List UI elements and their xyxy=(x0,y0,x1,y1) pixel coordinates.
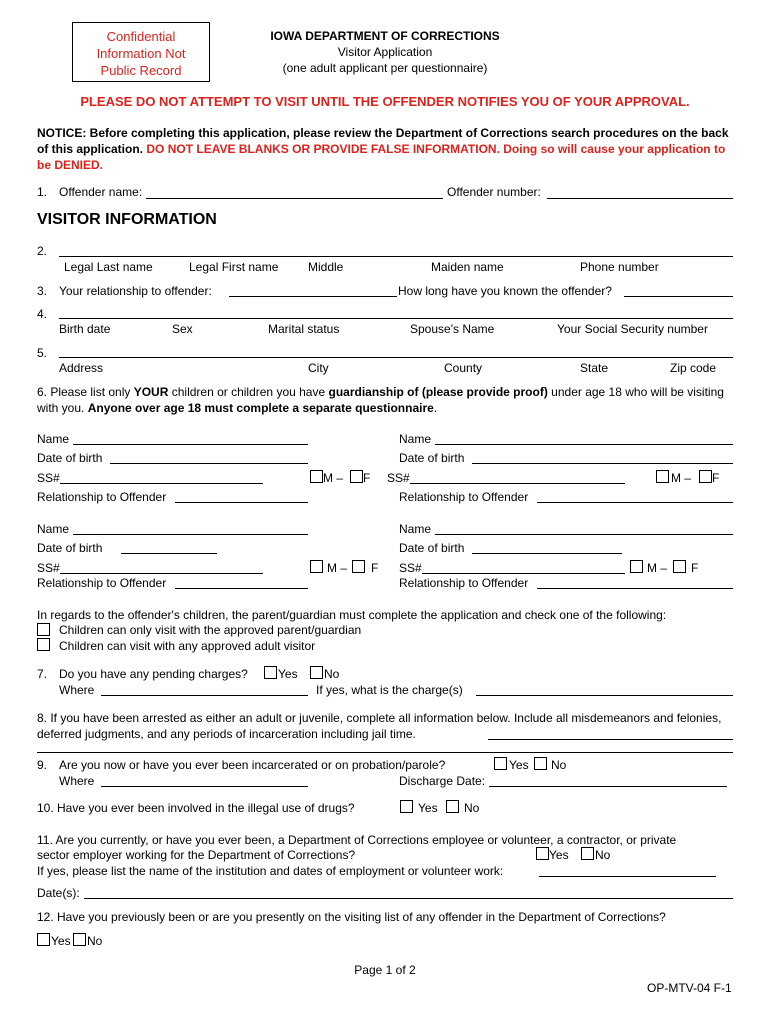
q7-no-checkbox[interactable] xyxy=(310,666,323,679)
child4-ss-field[interactable] xyxy=(422,573,625,574)
child1-female-checkbox[interactable] xyxy=(350,470,363,483)
child1-female-label: F xyxy=(363,471,371,485)
q6-text-c: children or children you have xyxy=(168,385,329,399)
q2-label-first: Legal First name xyxy=(189,260,279,274)
offender-number-label: Offender number: xyxy=(447,185,541,199)
confidential-line-1: Confidential xyxy=(106,29,176,44)
child3-dob-label: Date of birth xyxy=(37,541,103,555)
guardian-option1-checkbox[interactable] xyxy=(37,623,50,636)
confidential-stamp xyxy=(72,22,210,82)
notice-warning: DO NOT LEAVE BLANKS OR PROVIDE FALSE INFORMATION. Doing so will cause your application to be DENIED. xyxy=(37,142,726,172)
child1-ss-label: SS# xyxy=(37,471,60,485)
q12-no-label: No xyxy=(87,934,103,948)
child1-male-label: M – xyxy=(323,471,344,485)
child4-name-field[interactable] xyxy=(435,534,733,535)
child2-female-checkbox[interactable] xyxy=(699,470,712,483)
child4-relationship-field[interactable] xyxy=(537,588,733,589)
child2-dob-field[interactable] xyxy=(472,463,733,464)
q11-line1: 11. Are you currently, or have you ever been, a Department of Corrections employee or volunteer, a contractor, or private xyxy=(37,833,677,847)
child2-male-label: M – xyxy=(671,471,692,485)
child1-dob-label: Date of birth xyxy=(37,451,103,465)
q7-no-label: No xyxy=(324,667,340,681)
child4-female-checkbox[interactable] xyxy=(673,560,686,573)
q11-line3: If yes, please list the name of the institution and dates of employment or volunteer work: xyxy=(37,864,504,878)
q9-discharge-field[interactable] xyxy=(489,786,727,787)
q9-number: 9. xyxy=(37,758,48,772)
q11-yes-label: Yes xyxy=(549,848,569,862)
how-long-field[interactable] xyxy=(624,296,733,297)
q6-text-b: YOUR xyxy=(133,385,169,399)
q8-field-2[interactable] xyxy=(37,752,733,753)
q10-question: 10. Have you ever been involved in the illegal use of drugs? xyxy=(37,801,355,815)
child3-male-checkbox[interactable] xyxy=(310,560,323,573)
child2-dob-label: Date of birth xyxy=(399,451,465,465)
q7-yes-checkbox[interactable] xyxy=(264,666,277,679)
q12-yes-label: Yes xyxy=(51,934,71,948)
q2-label-middle: Middle xyxy=(308,260,344,274)
q12-yes-checkbox[interactable] xyxy=(37,933,50,946)
relationship-field[interactable] xyxy=(229,296,397,297)
offender-name-label: Offender name: xyxy=(59,185,143,199)
child4-name-label: Name xyxy=(399,522,432,536)
child2-name-field[interactable] xyxy=(435,444,733,445)
q2-label-last: Legal Last name xyxy=(64,260,153,274)
child1-dob-field[interactable] xyxy=(110,463,308,464)
q7-charges-field[interactable] xyxy=(476,695,733,696)
q11-line2: sector employer working for the Department of Corrections? xyxy=(37,848,356,862)
child3-female-label: F xyxy=(371,561,379,575)
child4-dob-field[interactable] xyxy=(472,553,622,554)
section-title: VISITOR INFORMATION xyxy=(37,211,217,228)
q6-paragraph xyxy=(37,384,735,416)
child3-dob-field[interactable] xyxy=(121,553,217,554)
child3-female-checkbox[interactable] xyxy=(352,560,365,573)
relationship-label: Your relationship to offender: xyxy=(59,284,212,298)
child3-ss-field[interactable] xyxy=(60,573,263,574)
q10-no-label: No xyxy=(464,801,480,815)
q9-yes-label: Yes xyxy=(509,758,529,772)
child3-relationship-field[interactable] xyxy=(175,588,308,589)
q2-label-phone: Phone number xyxy=(580,260,659,274)
q9-no-checkbox[interactable] xyxy=(534,757,547,770)
q2-name-field[interactable] xyxy=(59,256,733,257)
q4-label-spouse: Spouse's Name xyxy=(410,322,495,336)
q8-paragraph: 8. If you have been arrested as either an adult or juvenile, complete all information below. Include all misdemeanors and felonies, deferred judgments, and any periods of incarceration including jail time. xyxy=(37,711,722,741)
child2-ss-field[interactable] xyxy=(410,483,625,484)
q11-no-checkbox[interactable] xyxy=(581,847,594,860)
q10-no-checkbox[interactable] xyxy=(446,800,459,813)
q6-text-f: Anyone over age 18 must complete a separate questionnaire xyxy=(87,401,434,415)
q11-yes-checkbox[interactable] xyxy=(536,847,549,860)
q11-dates-field[interactable] xyxy=(84,898,733,899)
q5-label-state: State xyxy=(580,361,609,375)
q12-no-checkbox[interactable] xyxy=(73,933,86,946)
q4-label-marital: Marital status xyxy=(268,322,340,336)
q4-label-sex: Sex xyxy=(172,322,193,336)
approval-warning: PLEASE DO NOT ATTEMPT TO VISIT UNTIL THE OFFENDER NOTIFIES YOU OF YOUR APPROVAL. xyxy=(80,94,690,109)
q11-institution-field[interactable] xyxy=(539,876,716,877)
child1-relationship-field[interactable] xyxy=(175,502,308,503)
form-title: Visitor Application xyxy=(337,45,433,59)
confidential-line-2: Information Not xyxy=(96,46,186,61)
q6-text-e: under age 18 who will be visiting with you. xyxy=(37,385,724,415)
q6-text-d: guardianship of (please provide proof) xyxy=(328,385,548,399)
child1-ss-field[interactable] xyxy=(60,483,263,484)
q4-number: 4. xyxy=(37,307,48,321)
q4-label-birth: Birth date xyxy=(59,322,111,336)
form-id: OP-MTV-04 F-1 xyxy=(647,981,732,995)
q7-yes-label: Yes xyxy=(278,667,298,681)
page-number: Page 1 of 2 xyxy=(354,963,416,977)
q2-label-maiden: Maiden name xyxy=(431,260,504,274)
offender-number-field[interactable] xyxy=(547,198,733,199)
child3-name-label: Name xyxy=(37,522,70,536)
q5-label-zip: Zip code xyxy=(670,361,717,375)
child4-male-checkbox[interactable] xyxy=(630,560,643,573)
child4-relationship-label: Relationship to Offender xyxy=(399,576,529,590)
guardian-option2-checkbox[interactable] xyxy=(37,638,50,651)
q1-number: 1. xyxy=(37,185,48,199)
confidential-line-3: Public Record xyxy=(100,63,182,78)
guardian-intro: In regards to the offender's children, the parent/guardian must complete the application and check one of the following: xyxy=(37,608,667,622)
q8-field-1[interactable] xyxy=(488,739,733,740)
child1-male-checkbox[interactable] xyxy=(310,470,323,483)
q9-where-field[interactable] xyxy=(101,786,308,787)
child1-relationship-label: Relationship to Offender xyxy=(37,490,167,504)
q5-label-county: County xyxy=(444,361,483,375)
guardian-option1-label: Children can only visit with the approved parent/guardian xyxy=(59,623,362,637)
q9-yes-checkbox[interactable] xyxy=(494,757,507,770)
agency-name: IOWA DEPARTMENT OF CORRECTIONS xyxy=(270,29,500,43)
child2-ss-label: SS# xyxy=(387,471,410,485)
child3-ss-label: SS# xyxy=(37,561,60,575)
q9-discharge-label: Discharge Date: xyxy=(399,774,486,788)
q10-yes-label: Yes xyxy=(418,801,438,815)
child1-name-field[interactable] xyxy=(73,444,308,445)
q7-where-label: Where xyxy=(59,683,95,697)
q4-label-ssn: Your Social Security number xyxy=(557,322,708,336)
q7-question: Do you have any pending charges? xyxy=(59,667,248,681)
offender-name-field[interactable] xyxy=(146,198,443,199)
q9-no-label: No xyxy=(551,758,567,772)
q4-field[interactable] xyxy=(59,318,733,319)
child3-male-label: M – xyxy=(327,561,348,575)
q7-charges-label: If yes, what is the charge(s) xyxy=(316,683,463,697)
q10-yes-checkbox[interactable] xyxy=(400,800,413,813)
child2-name-label: Name xyxy=(399,432,432,446)
q11-no-label: No xyxy=(595,848,611,862)
child2-female-label: F xyxy=(712,471,720,485)
child2-male-checkbox[interactable] xyxy=(656,470,669,483)
child2-relationship-label: Relationship to Offender xyxy=(399,490,529,504)
q6-text-g: . xyxy=(433,401,438,415)
q6-text-a: 6. Please list only xyxy=(37,385,134,399)
q2-number: 2. xyxy=(37,244,48,258)
how-long-label: How long have you known the offender? xyxy=(398,284,612,298)
q5-label-city: City xyxy=(308,361,329,375)
q7-where-field[interactable] xyxy=(101,695,308,696)
q9-where-label: Where xyxy=(59,774,95,788)
child4-female-label: F xyxy=(691,561,699,575)
child4-male-label: M – xyxy=(647,561,668,575)
q11-dates-label: Date(s): xyxy=(37,886,80,900)
guardian-option2-label: Children can visit with any approved adult visitor xyxy=(59,639,316,653)
child2-relationship-field[interactable] xyxy=(537,502,733,503)
q5-label-address: Address xyxy=(59,361,104,375)
q5-field[interactable] xyxy=(59,357,733,358)
q5-number: 5. xyxy=(37,346,48,360)
q3-number: 3. xyxy=(37,284,48,298)
notice-paragraph xyxy=(37,125,735,173)
child3-relationship-label: Relationship to Offender xyxy=(37,576,167,590)
q9-question: Are you now or have you ever been incarcerated or on probation/parole? xyxy=(59,758,446,772)
q7-number: 7. xyxy=(37,667,48,681)
child3-name-field[interactable] xyxy=(73,534,308,535)
child4-dob-label: Date of birth xyxy=(399,541,465,555)
child4-ss-label: SS# xyxy=(399,561,422,575)
notice-lead: NOTICE: Before completing this application, please review the Department of Corrections search procedures on the back of this application. xyxy=(37,126,729,156)
q12-question: 12. Have you previously been or are you presently on the visiting list of any offender in the Department of Corrections? xyxy=(37,910,666,924)
form-subtitle: (one adult applicant per questionnaire) xyxy=(282,61,488,75)
child1-name-label: Name xyxy=(37,432,70,446)
